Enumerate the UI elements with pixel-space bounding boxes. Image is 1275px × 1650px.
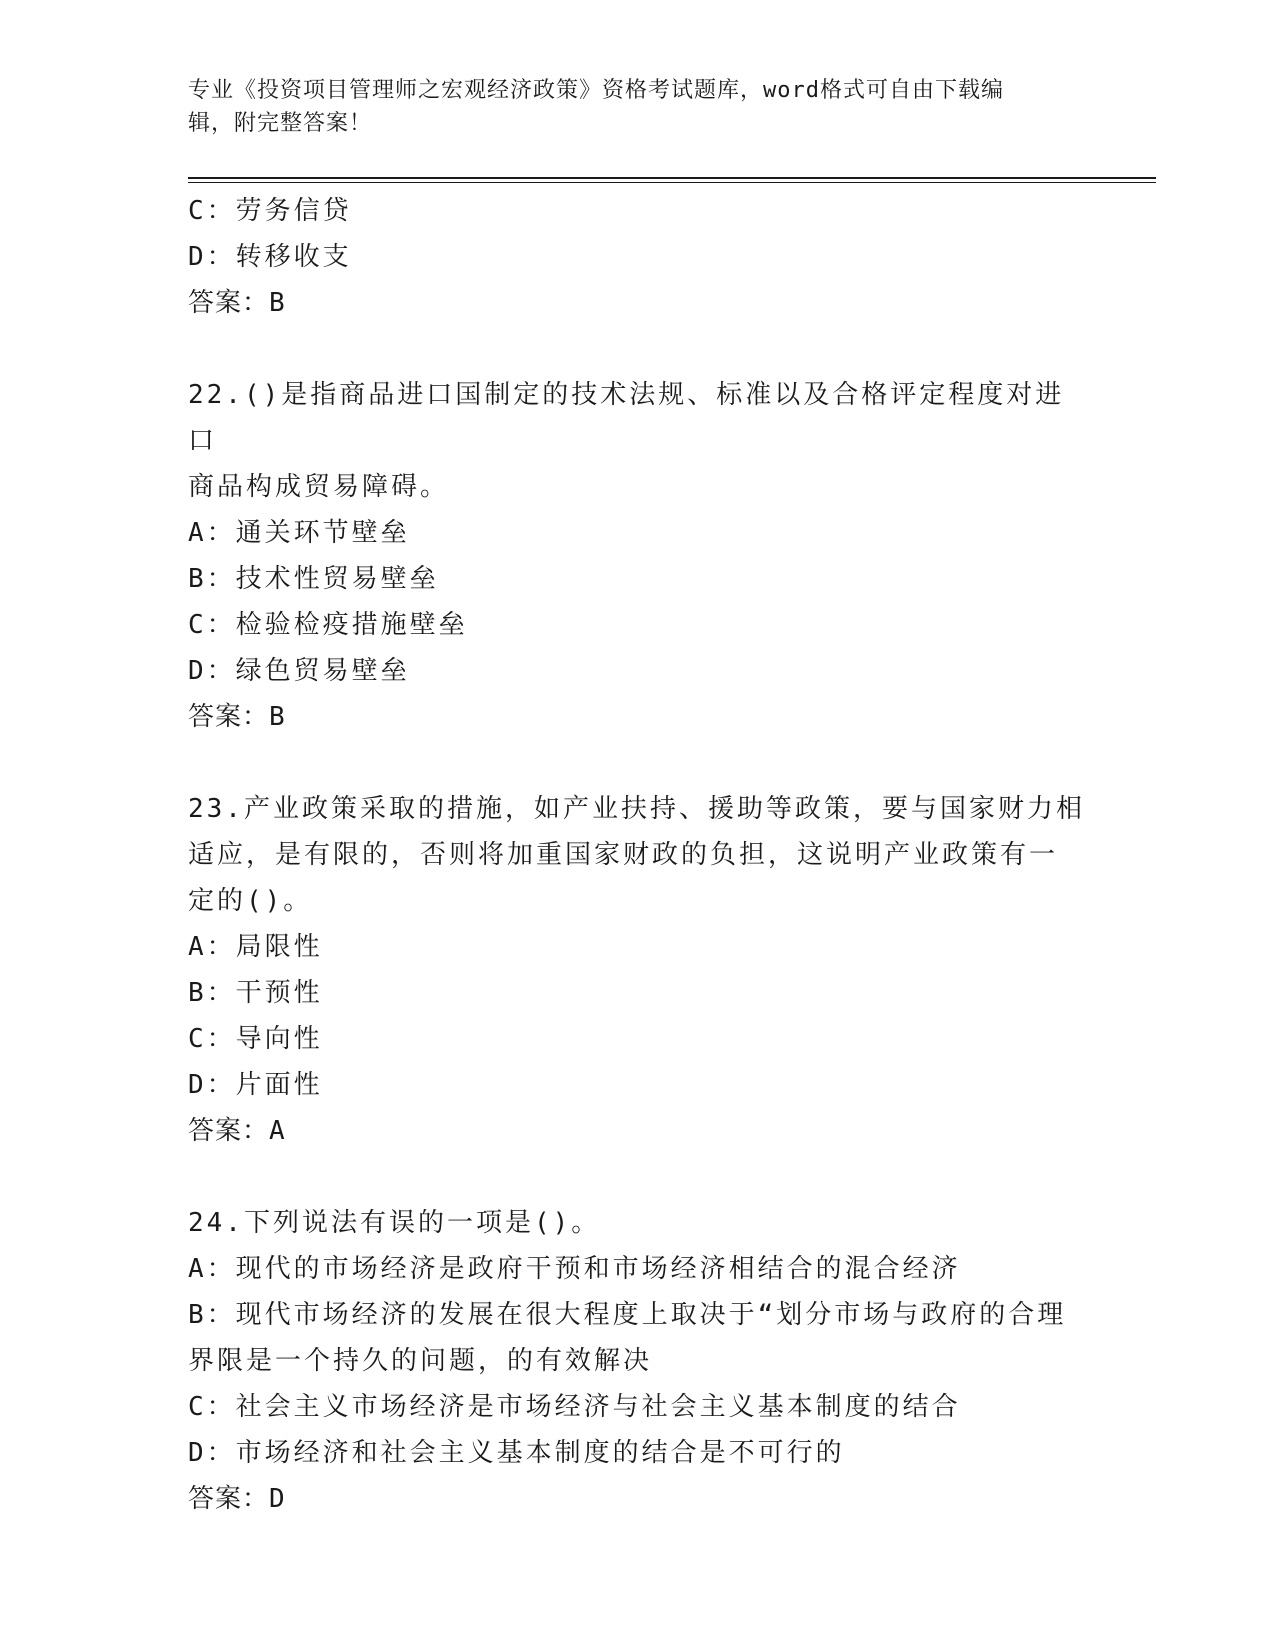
- header-line-2: 辑，附完整答案！: [188, 111, 373, 136]
- header-line-1: 专业《投资项目管理师之宏观经济政策》资格考试题库，word格式可自由下载编: [188, 78, 1004, 103]
- option-a: A：现代的市场经济是政府干预和市场经济相结合的混合经济: [188, 1254, 961, 1284]
- question-24: [188, 1200, 1088, 1522]
- spacer: [188, 1154, 1088, 1200]
- question-stem-line: 23.产业政策采取的措施，如产业扶持、援助等政策，要与国家财力相: [188, 794, 1085, 824]
- option-b: B：技术性贸易壁垒: [188, 564, 439, 594]
- spacer: [188, 326, 1088, 372]
- answer-line: 答案：B: [188, 702, 286, 732]
- option-d: D：绿色贸易壁垒: [188, 656, 410, 686]
- answer-line: 答案：D: [188, 1484, 286, 1514]
- option-d: D：转移收支: [188, 242, 352, 272]
- option-d: D：片面性: [188, 1070, 323, 1100]
- page-header: [188, 74, 1068, 140]
- question-list: [188, 188, 1088, 1522]
- option-b: B：干预性: [188, 978, 323, 1008]
- option-a: A：通关环节壁垒: [188, 518, 410, 548]
- question-22: [188, 372, 1088, 740]
- question-stem-line: 22.()是指商品进口国制定的技术法规、标准以及合格评定程度对进口: [188, 380, 1065, 456]
- header-rule-thick: [188, 177, 1156, 179]
- answer-line: 答案：B: [188, 288, 286, 318]
- option-b: B：现代市场经济的发展在很大程度上取决于“划分市场与政府的合理: [188, 1300, 1067, 1330]
- header-rule-thin: [188, 182, 1156, 183]
- option-a: A：局限性: [188, 932, 323, 962]
- question-stem-line: 24.下列说法有误的一项是()。: [188, 1208, 601, 1238]
- spacer: [188, 740, 1088, 786]
- option-c: C：劳务信贷: [188, 196, 352, 226]
- option-c: C：检验检疫措施壁垒: [188, 610, 468, 640]
- answer-line: 答案：A: [188, 1116, 286, 1146]
- question-stem-line: 定的()。: [188, 886, 313, 916]
- question-21-partial: [188, 188, 1088, 326]
- option-b-continuation: 界限是一个持久的问题，的有效解决: [188, 1346, 653, 1376]
- question-stem-line: 商品构成贸易障碍。: [188, 472, 450, 502]
- question-23: [188, 786, 1088, 1154]
- question-stem-line: 适应，是有限的，否则将加重国家财政的负担，这说明产业政策有一: [188, 840, 1059, 870]
- option-c: C：导向性: [188, 1024, 323, 1054]
- option-d: D：市场经济和社会主义基本制度的结合是不可行的: [188, 1438, 845, 1468]
- option-c: C：社会主义市场经济是市场经济与社会主义基本制度的结合: [188, 1392, 961, 1422]
